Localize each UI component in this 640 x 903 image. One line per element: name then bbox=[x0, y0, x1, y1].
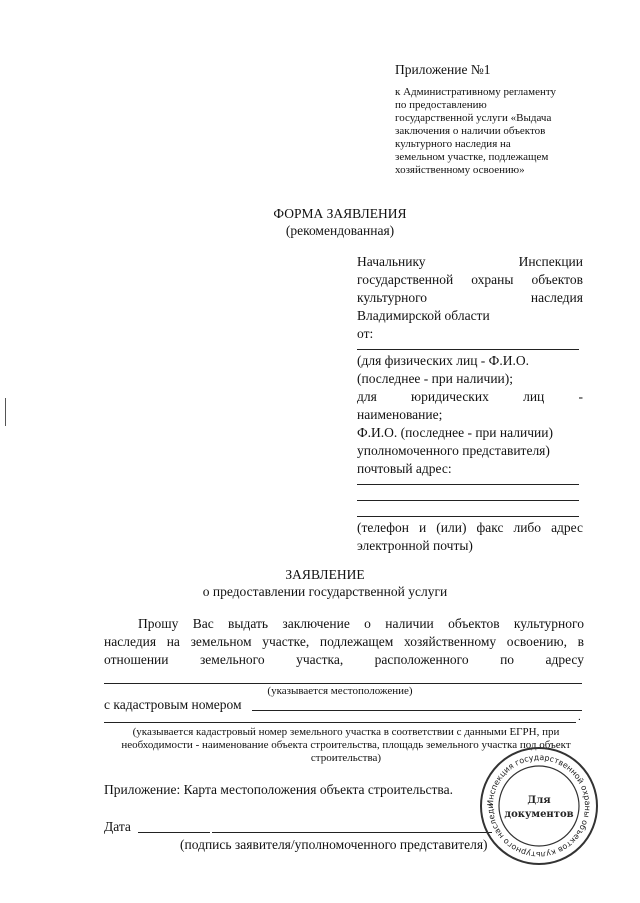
stamp-center-line2: документов bbox=[504, 809, 574, 820]
signature-input-line[interactable] bbox=[212, 832, 492, 833]
appendix-line: по предоставлению bbox=[395, 99, 487, 111]
appendix-description bbox=[395, 86, 595, 177]
applicant-line: (последнее - при наличии); bbox=[357, 371, 514, 386]
address-input-line[interactable] bbox=[104, 683, 582, 684]
from-blank-line[interactable] bbox=[357, 349, 579, 350]
stamp-graphic bbox=[478, 745, 600, 867]
cadastral-input-line[interactable] bbox=[252, 710, 582, 711]
form-title: ФОРМА ЗАЯВЛЕНИЯ bbox=[273, 206, 407, 221]
appendix-line: государственной услуги «Выдача bbox=[395, 112, 552, 124]
cadastral-label: с кадастровым номером bbox=[104, 697, 242, 712]
address-blank-line-3[interactable] bbox=[357, 516, 579, 517]
address-blank-line-2[interactable] bbox=[357, 500, 579, 501]
cadastral-hint-line: строительства) bbox=[310, 752, 382, 764]
date-input-line[interactable] bbox=[138, 832, 210, 833]
application-subtitle: о предоставлении государственной услуги bbox=[202, 584, 448, 599]
addressee-from: от: bbox=[357, 326, 374, 341]
cadastral-extra-line[interactable] bbox=[104, 722, 576, 723]
addressee-line: Владимирской области bbox=[357, 308, 490, 323]
appendix-line: культурного наследия на bbox=[395, 138, 511, 150]
addressee-line: культурного наследия bbox=[357, 290, 583, 305]
appendix-line: заключения о наличии объектов bbox=[395, 125, 546, 137]
body-line: отношении земельного участка, расположенного по адресу bbox=[104, 652, 584, 667]
signature-hint: (подпись заявителя/уполномоченного представителя) bbox=[180, 837, 488, 852]
contact-line: (телефон и (или) факс либо адрес bbox=[357, 520, 583, 535]
application-title: ЗАЯВЛЕНИЕ bbox=[285, 567, 365, 582]
contact-block bbox=[357, 519, 583, 555]
contact-line: электронной почты) bbox=[357, 538, 473, 553]
applicant-line: наименование; bbox=[357, 407, 443, 422]
location-hint: (указывается местоположение) bbox=[267, 685, 413, 697]
appendix-title: Приложение №1 bbox=[395, 62, 491, 77]
applicant-line: Ф.И.О. (последнее - при наличии) bbox=[357, 425, 553, 440]
address-blank-line-1[interactable] bbox=[357, 484, 579, 485]
stamp-inner-ring bbox=[499, 766, 579, 846]
addressee-line: государственной охраны объектов bbox=[357, 272, 583, 287]
cadastral-hint-line: необходимости - наименование объекта строительства, площадь земельного участка под объект bbox=[121, 739, 571, 751]
applicant-line: уполномоченного представителя) bbox=[357, 443, 550, 458]
line-end-period: . bbox=[578, 711, 581, 723]
applicant-line: почтовый адрес: bbox=[357, 461, 452, 476]
attachment-line: Приложение: Карта местоположения объекта строительства. bbox=[104, 782, 453, 797]
applicant-line: (для физических лиц - Ф.И.О. bbox=[357, 353, 529, 368]
margin-mark bbox=[5, 398, 6, 426]
addressee-block bbox=[357, 253, 583, 343]
stamp-ring-text: Инспекция государственной охраны объектов культурного наследи bbox=[485, 752, 593, 860]
date-label: Дата bbox=[104, 819, 131, 834]
appendix-line: хозяйственному освоению» bbox=[395, 164, 525, 176]
appendix-line: к Административному регламенту bbox=[395, 86, 557, 98]
body-line: Прошу Вас выдать заключение о наличии объектов культурного bbox=[138, 616, 584, 631]
appendix-line: земельном участке, подлежащем bbox=[395, 151, 549, 163]
document-stamp bbox=[478, 745, 600, 867]
applicant-block bbox=[357, 352, 583, 478]
stamp-center-line1: Для bbox=[527, 795, 551, 806]
form-subtitle: (рекомендованная) bbox=[285, 223, 395, 238]
body-line: наследия на земельном участке, подлежащем хозяйственному освоению, в bbox=[104, 634, 584, 649]
application-body bbox=[104, 615, 584, 669]
applicant-line: для юридических лиц - bbox=[357, 389, 583, 404]
cadastral-hint-line: (указывается кадастровый номер земельного участка в соответствии с данными ЕГРН, при bbox=[132, 726, 560, 738]
addressee-line: Начальнику Инспекции bbox=[357, 254, 583, 269]
